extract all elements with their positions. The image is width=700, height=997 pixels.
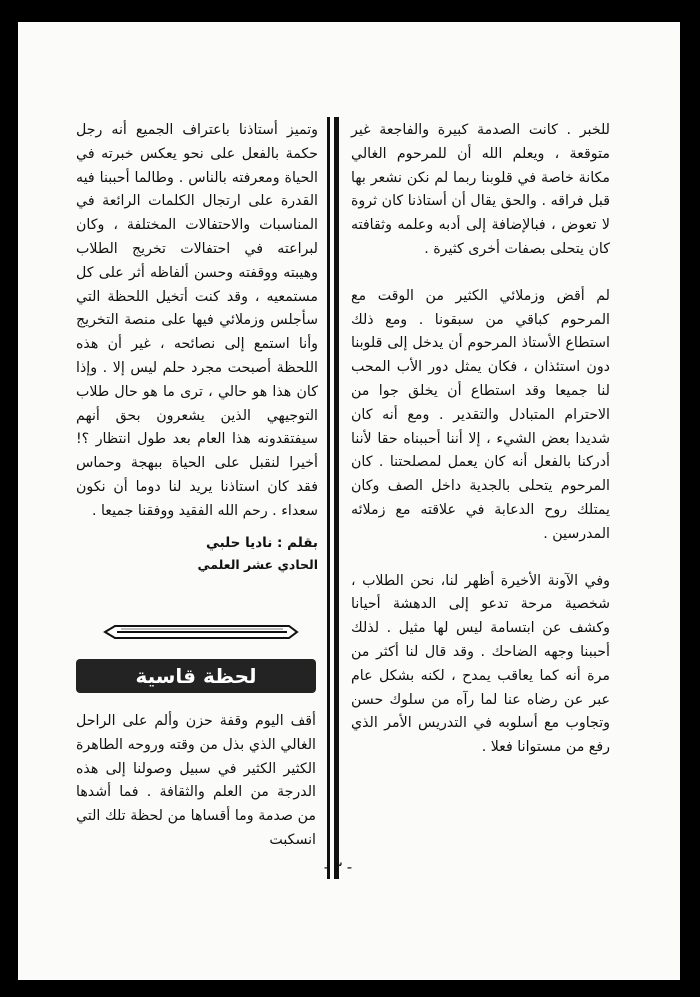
column-divider — [327, 117, 339, 879]
divider-thick-line — [334, 117, 339, 879]
right-paragraph-1: للخبر . كانت الصدمة كبيرة والفاجعة غير متوقعة ، ويعلم الله أن للمرحوم الغالي مكانة خاصة في قلوبنا ربما لم نكن نشعر بها قبل فراقه . والحق يقال أن أستاذنا كان ثروة لا تعوض ، فبالإضافة إلى أدبه وعلمه وثقافته كان يتحلى بصفات أخرى كثيرة . — [351, 122, 610, 257]
section-column — [76, 710, 316, 853]
left-column — [76, 119, 318, 576]
divider-thin-line — [327, 117, 330, 879]
right-paragraph-2: لم أقض وزملائي الكثير من الوقت مع المرحوم كباقي من سبقونا . ومع ذلك استطاع الأستاذ المرحوم أن يدخل إلى قلوبنا دون استئذان ، فكان يمثل دور الأب المحب لنا جميعا وقد استطاع أن يخلق جوا من الاحترام المتبادل والتقدير . ومع أنه كان شديدا بعض الشيء ، إلا أننا أحببناه حقا لأننا أدركنا بالفعل أنه كان يعمل لمصلحتنا . كان المرحوم يتحلى بالجدية داخل الصف وكان يمتلك روح الدعابة في علاقته مع زملائه المدرسين . — [351, 287, 610, 542]
ornament-divider-icon — [103, 623, 299, 641]
section-title: لحظة قاسية — [76, 659, 316, 693]
section-paragraph: أقف اليوم وقفة حزن وألم على الراحل الغالي الذي بذل من وقته وروحه الطاهرة الكثير الكثير في سبيل وصولنا إلى هذه الدرجة من العلم والثقافة . فما أشدها من صدمة وما أقساها من لحظة تلك التي انسكبت — [76, 713, 316, 848]
signature — [76, 532, 318, 576]
signature-role: الحادي عشر العلمي — [197, 556, 318, 572]
right-column — [351, 119, 610, 760]
right-paragraph-3: وفي الآونة الأخيرة أظهر لنا، نحن الطلاب ، شخصية مرحة تدعو إلى الدهشة أحيانا وكشف عن ابتسامة ليس لها مثيل . لذلك أحببنا وجهه الضاحك . وقد قال لنا أكثر من مرة أنه كما يعاقب يمدح ، لكنه بشكل عام عبر عن رضاه عنا لما رآه من سلوك حسن وتجاوب مع أسلوبه في التدريس الأمر الذي رفع من مستوانا فعلا . — [351, 572, 610, 756]
left-paragraph: وتميز أستاذنا باعتراف الجميع أنه رجل حكمة بالفعل على نحو يعكس خبرته في الحياة ومعرفته بالناس . وطالما أحببنا فيه القدرة على ارتجال الكلمات الرائعة في المناسبات والاحتفالات المختلفة ، وكان لبراعته في احتفالات تخريج الطلاب وهيبته ووقفته وحسن ألفاظه أثر على كل مستمعيه ، وقد كنت أتخيل اللحظة التي سأجلس وزملائي فيها على منصة التخريج وأنا استمع إلى نصائحه ، غير أن هذه اللحظة أصبحت مجرد حلم ليس إلا . وإذا كان هذا هو حالي ، ترى ما هو حال طلاب التوجيهي الذين يشعرون بحق أنهم سيفتقدونه هذا العام بعد طول انتظار ؟! أخيرا لنقبل على الحياة ببهجة وحماس فقد كان استاذنا يريد لنا دوما أن نكون سعداء . رحم الله الفقيد ووفقنا جميعا . — [76, 122, 318, 519]
document-page — [18, 22, 680, 980]
signature-author: بقلم : ناديا حلبي — [206, 534, 318, 551]
page-number: - ٣ - — [323, 858, 353, 876]
